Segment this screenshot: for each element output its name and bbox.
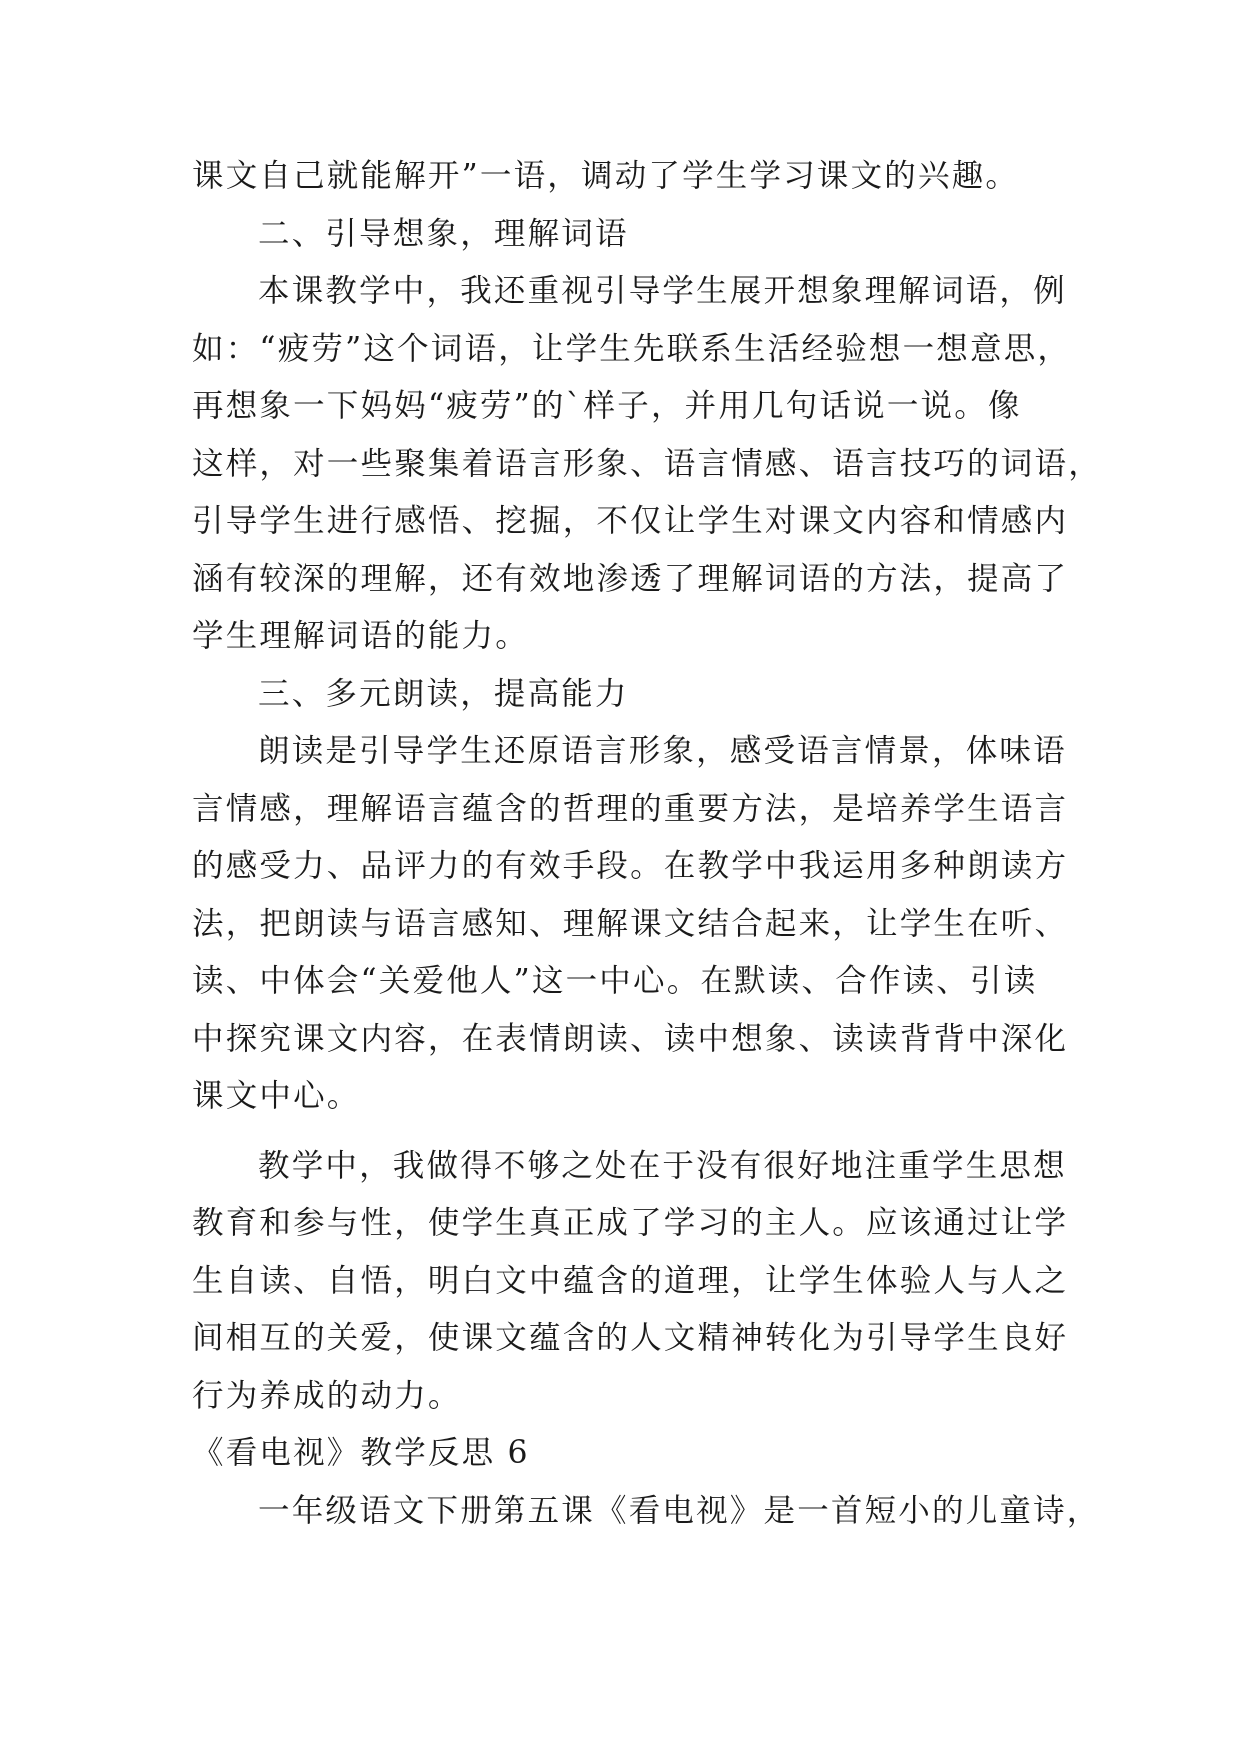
text-line: 言情感，理解语言蕴含的哲理的重要方法，是培养学生语言 xyxy=(192,790,1069,827)
document-page xyxy=(192,148,1102,1540)
text-line: 本课教学中，我还重视引导学生展开想象理解词语，例 xyxy=(258,273,1067,309)
text-line: 行为养成的动力。 xyxy=(192,1377,462,1414)
text-line: 学生理解词语的能力。 xyxy=(192,618,530,654)
paragraph-gap xyxy=(192,1126,1062,1138)
text-line: 读、中体会“关爱他人”这一中心。在默读、合作读、引读 xyxy=(192,963,1038,999)
text-line: 教学中，我做得不够之处在于没有很好地注重学生思想 xyxy=(258,1147,1067,1184)
text-line: 如：“疲劳”这个词语，让学生先联系生活经验想一想意思， xyxy=(192,330,1072,367)
text-line: 再想象一下妈妈“疲劳”的`样子，并用几句话说一说。像 xyxy=(192,388,1022,424)
text-line: 一年级语文下册第五课《看电视》是一首短小的儿童诗， xyxy=(258,1492,1101,1529)
text-line: 朗读是引导学生还原语言形象，感受语言情景，体味语 xyxy=(258,733,1067,769)
text-line: 课文自己就能解开”一语，调动了学生学习课文的兴趣。 xyxy=(192,158,1020,194)
text-line: 这样，对一些聚集着语言形象、语言情感、语言技巧的词语， xyxy=(192,445,1102,482)
text-line: 的感受力、品评力的有效手段。在教学中我运用多种朗读方 xyxy=(192,848,1069,884)
text-line: 间相互的关爱，使课文蕴含的人文精神转化为引导学生良好 xyxy=(192,1320,1069,1356)
text-line: 涵有较深的理解，还有效地渗透了理解词语的方法，提高了 xyxy=(192,560,1069,597)
text-line: 引导学生进行感悟、挖掘，不仅让学生对课文内容和情感内 xyxy=(192,503,1069,539)
text-line: 中探究课文内容，在表情朗读、读中想象、读读背背中深化 xyxy=(192,1020,1069,1057)
section-heading: 三、多元朗读，提高能力 xyxy=(258,675,629,712)
text-line: 生自读、自悟，明白文中蕴含的道理，让学生体验人与人之 xyxy=(192,1262,1069,1299)
section-heading: 二、引导想象，理解词语 xyxy=(258,215,629,252)
text-line: 教育和参与性，使学生真正成了学习的主人。应该通过让学 xyxy=(192,1205,1069,1241)
text-line: 法，把朗读与语言感知、理解课文结合起来，让学生在听、 xyxy=(192,905,1069,942)
article-title: 《看电视》教学反思 6 xyxy=(192,1435,530,1471)
text-line: 课文中心。 xyxy=(192,1078,361,1114)
